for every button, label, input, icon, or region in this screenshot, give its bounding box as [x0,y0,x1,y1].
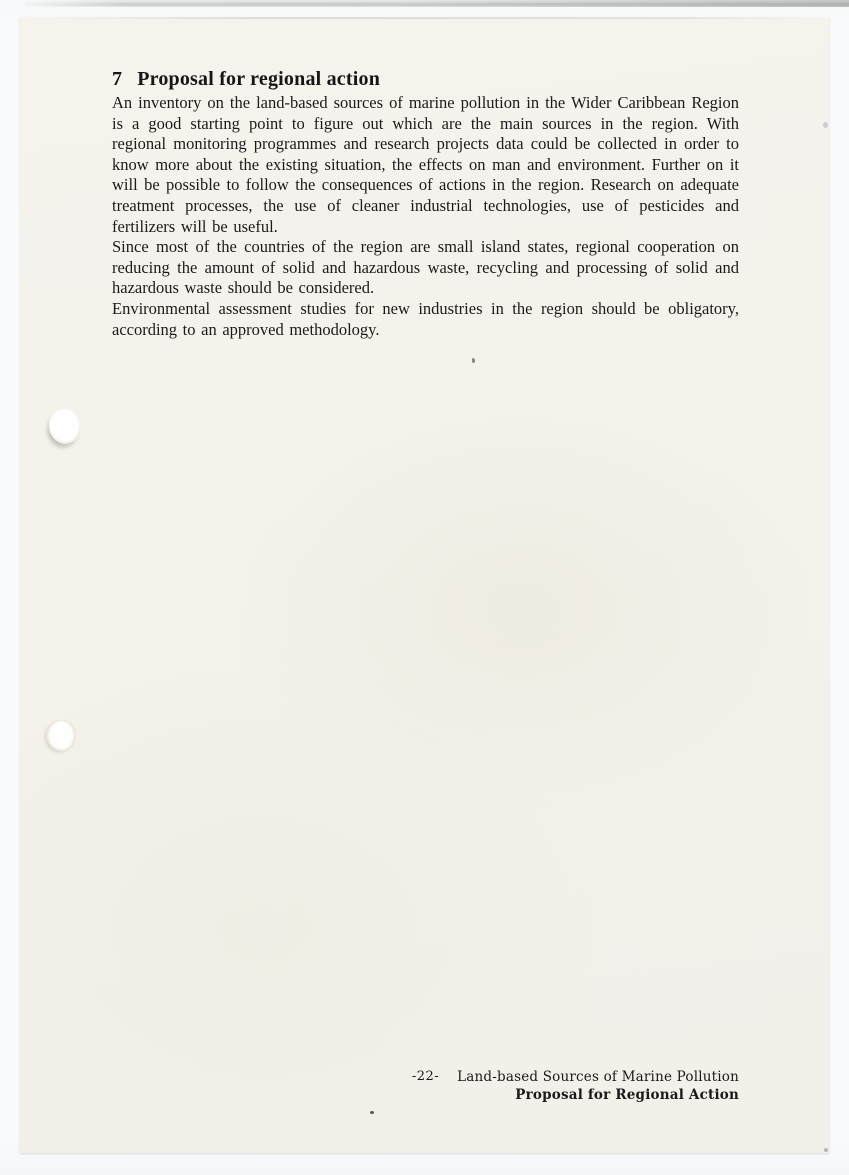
punch-hole-bottom [46,720,76,751]
scan-edge-strip [25,0,849,7]
section-heading [112,68,739,90]
footer-doc-subtitle: Proposal for Regional Action [515,1087,739,1103]
footer-running-title [457,1068,739,1104]
body-text [112,93,739,340]
document-content [112,68,739,340]
footer-doc-title: Land-based Sources of Marine Pollution [457,1069,739,1085]
page-number: -22- [411,1069,440,1084]
section-number: 7 [112,68,123,90]
paragraph: Environmental assessment studies for new industries in the region should be obligatory, according to an approved methodology. [112,298,739,339]
section-title: Proposal for regional action [137,68,381,90]
paragraph: An inventory on the land-based sources of marine pollution in the Wider Caribbean Region is a good starting point to figure out which are the main sources in the region. With regional monitoring programmes and research projects data could be collected in order to know more about the existing situation, the effects on man and environment. Further on it will be possible to follow the consequences of actions in the region. Research on adequate treatment processes, the use of cleaner industrial technologies, use of pesticides and fertilizers will be useful. [112,93,739,236]
paragraph: Since most of the countries of the region are small island states, regional cooperation on reducing the amount of solid and hazardous waste, recycling and processing of solid and hazardous waste should be considered. [112,237,739,298]
punch-hole-top [47,407,83,446]
page-footer [112,1068,739,1108]
paper-sheet [20,17,829,1153]
